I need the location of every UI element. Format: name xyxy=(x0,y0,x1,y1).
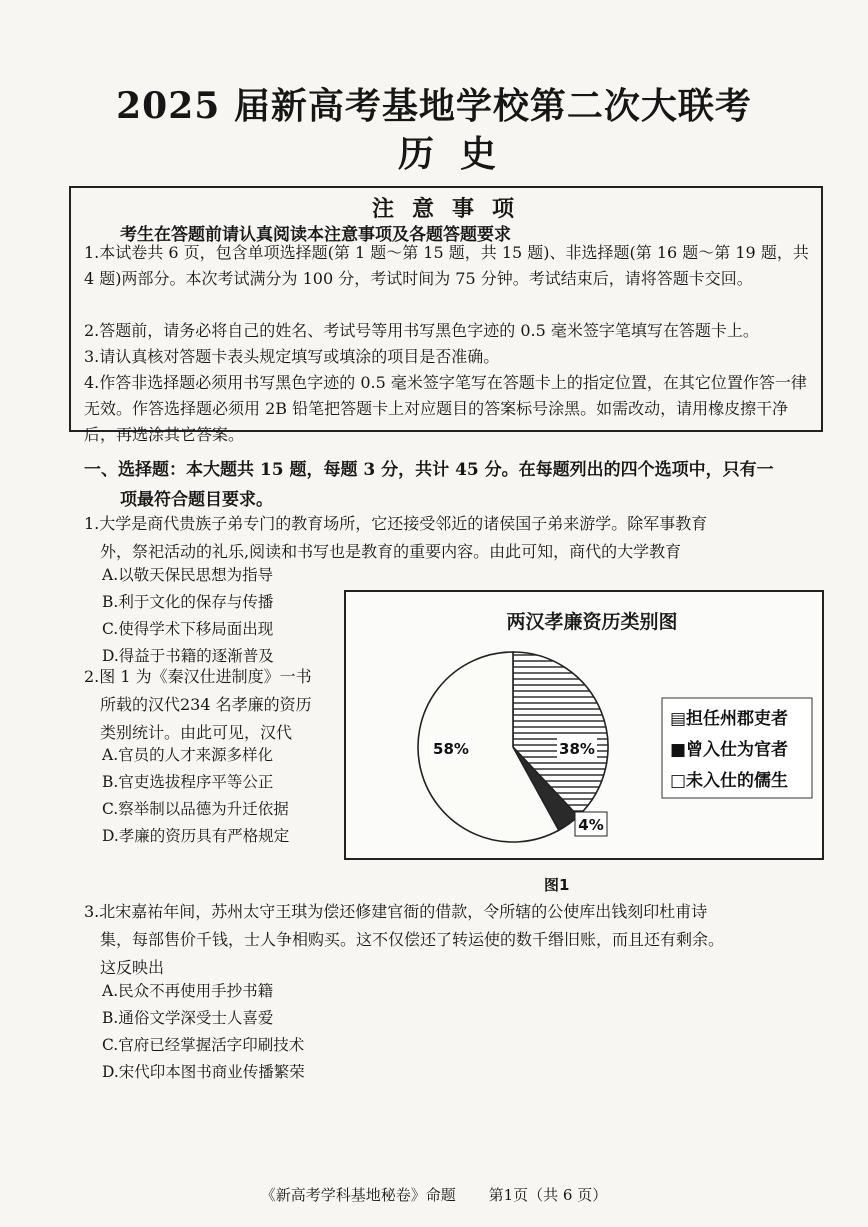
question-1-option-d: D.得益于书籍的逐渐普及 xyxy=(102,647,274,665)
question-1-stem xyxy=(84,510,804,566)
question-1-stem-line1: 1.大学是商代贵族子弟专门的教育场所，它还接受邻近的诸侯国子弟来游学。除军事教育 xyxy=(84,514,708,533)
question-2-stem xyxy=(84,663,312,747)
question-1-options xyxy=(102,562,274,670)
pie-chart xyxy=(346,592,822,858)
section-heading xyxy=(84,455,804,515)
section-heading-line1: 一、选择题：本大题共 15 题，每题 3 分，共计 45 分。在每题列出的四个选项中，只有一 xyxy=(84,460,774,480)
question-3-option-c: C.官府已经掌握活字印刷技术 xyxy=(102,1036,305,1054)
question-2-option-c: C.察举制以品德为升迁依据 xyxy=(102,800,289,818)
question-3-stem xyxy=(84,898,724,982)
legend-item-2: ■曾入仕为官者 xyxy=(670,740,789,760)
question-3-stem-line3: 这反映出 xyxy=(100,958,165,977)
pie-label-text-1: 38% xyxy=(559,740,595,758)
question-3-stem-line2: 集，每部售价千钱，士人争相购买。这不仅偿还了转运使的数千缗旧账，而且还有剩余。 xyxy=(100,930,725,949)
legend-item-1: ▤担任州郡吏者 xyxy=(670,709,789,729)
figure-1-frame xyxy=(344,590,824,860)
footer-page-number: 第1页（共 6 页） xyxy=(488,1186,608,1204)
footer-source: 《新高考学科基地秘卷》命题 xyxy=(260,1186,456,1204)
question-1-option-c: C.使得学术下移局面出现 xyxy=(102,620,274,638)
question-2-stem-line1: 2.图 1 为《秦汉仕进制度》一书 xyxy=(84,667,312,686)
question-2-option-b: B.官吏选拔程序平等公正 xyxy=(102,773,274,791)
question-1-option-b: B.利于文化的保存与传播 xyxy=(102,593,274,611)
pie-label-text-3: 58% xyxy=(433,740,469,758)
subject-title: 历史 xyxy=(397,133,522,175)
pie-label-text-2: 4% xyxy=(578,816,604,834)
question-2-option-d: D.孝廉的资历具有严格规定 xyxy=(102,827,290,845)
question-3-option-b: B.通俗文学深受士人喜爱 xyxy=(102,1009,274,1027)
notice-item-3: 3.请认真核对答题卡表头规定填写或填涂的项目是否准确。 xyxy=(84,347,500,366)
notice-subtitle: 考生在答题前请认真阅读本注意事项及各题答题要求 xyxy=(120,225,511,245)
section-heading-line2: 项最符合题目要求。 xyxy=(120,490,273,510)
question-3-stem-line1: 3.北宋嘉祐年间，苏州太守王琪为偿还修建官衙的借款，令所辖的公使库出钱刻印杜甫诗 xyxy=(84,902,708,921)
chart-title: 两汉孝廉资历类别图 xyxy=(506,611,678,633)
question-3-options xyxy=(102,978,305,1086)
legend-item-3: □未入仕的儒生 xyxy=(670,771,789,791)
page-footer xyxy=(0,1184,868,1205)
question-2-stem-line3: 类别统计。由此可见，汉代 xyxy=(100,723,293,742)
pie-label-1 xyxy=(557,736,597,760)
question-3-option-d: D.宋代印本图书商业传播繁荣 xyxy=(102,1063,305,1081)
exam-title: 2025 届新高考基地学校第二次大联考 xyxy=(116,85,752,127)
figure-1-caption: 图1 xyxy=(544,876,570,894)
question-2-options xyxy=(102,742,289,850)
pie-label-2 xyxy=(575,812,607,836)
question-1-stem-line2: 外，祭祀活动的礼乐,阅读和书写也是教育的重要内容。由此可知，商代的大学教育 xyxy=(100,542,682,561)
notice-title: 注意事项 xyxy=(371,196,532,222)
question-2-option-a: A.官员的人才来源多样化 xyxy=(102,746,274,764)
question-3-option-a: A.民众不再使用手抄书籍 xyxy=(102,982,274,1000)
notice-item-1: 1.本试卷共 6 页，包含单项选择题(第 1 题～第 15 题，共 15 题)、非选择题(第 16 题～第 19 题，共 4 题)两部分。本次考试满分为 100 分，考试时间为 75 分钟。考试结束后，请将答题卡交回。 xyxy=(84,243,809,288)
question-1-option-a: A.以敬天保民思想为指导 xyxy=(102,566,274,584)
notice-item-4: 4.作答非选择题必须用书写黑色字迹的 0.5 毫米签字笔写在答题卡上的指定位置，在其它位置作答一律无效。作答选择题必须用 2B 铅笔把答题卡上对应题目的答案标号涂黑。如需改动，请用橡皮擦干净后，再选涂其它答案。 xyxy=(84,373,807,444)
notice-item-2: 2.答题前，请务必将自己的姓名、考试号等用书写黑色字迹的 0.5 毫米签字笔填写在答题卡上。 xyxy=(84,321,759,340)
pie-label-3 xyxy=(431,736,471,760)
question-2-stem-line2: 所载的汉代234 名孝廉的资历 xyxy=(100,695,312,714)
